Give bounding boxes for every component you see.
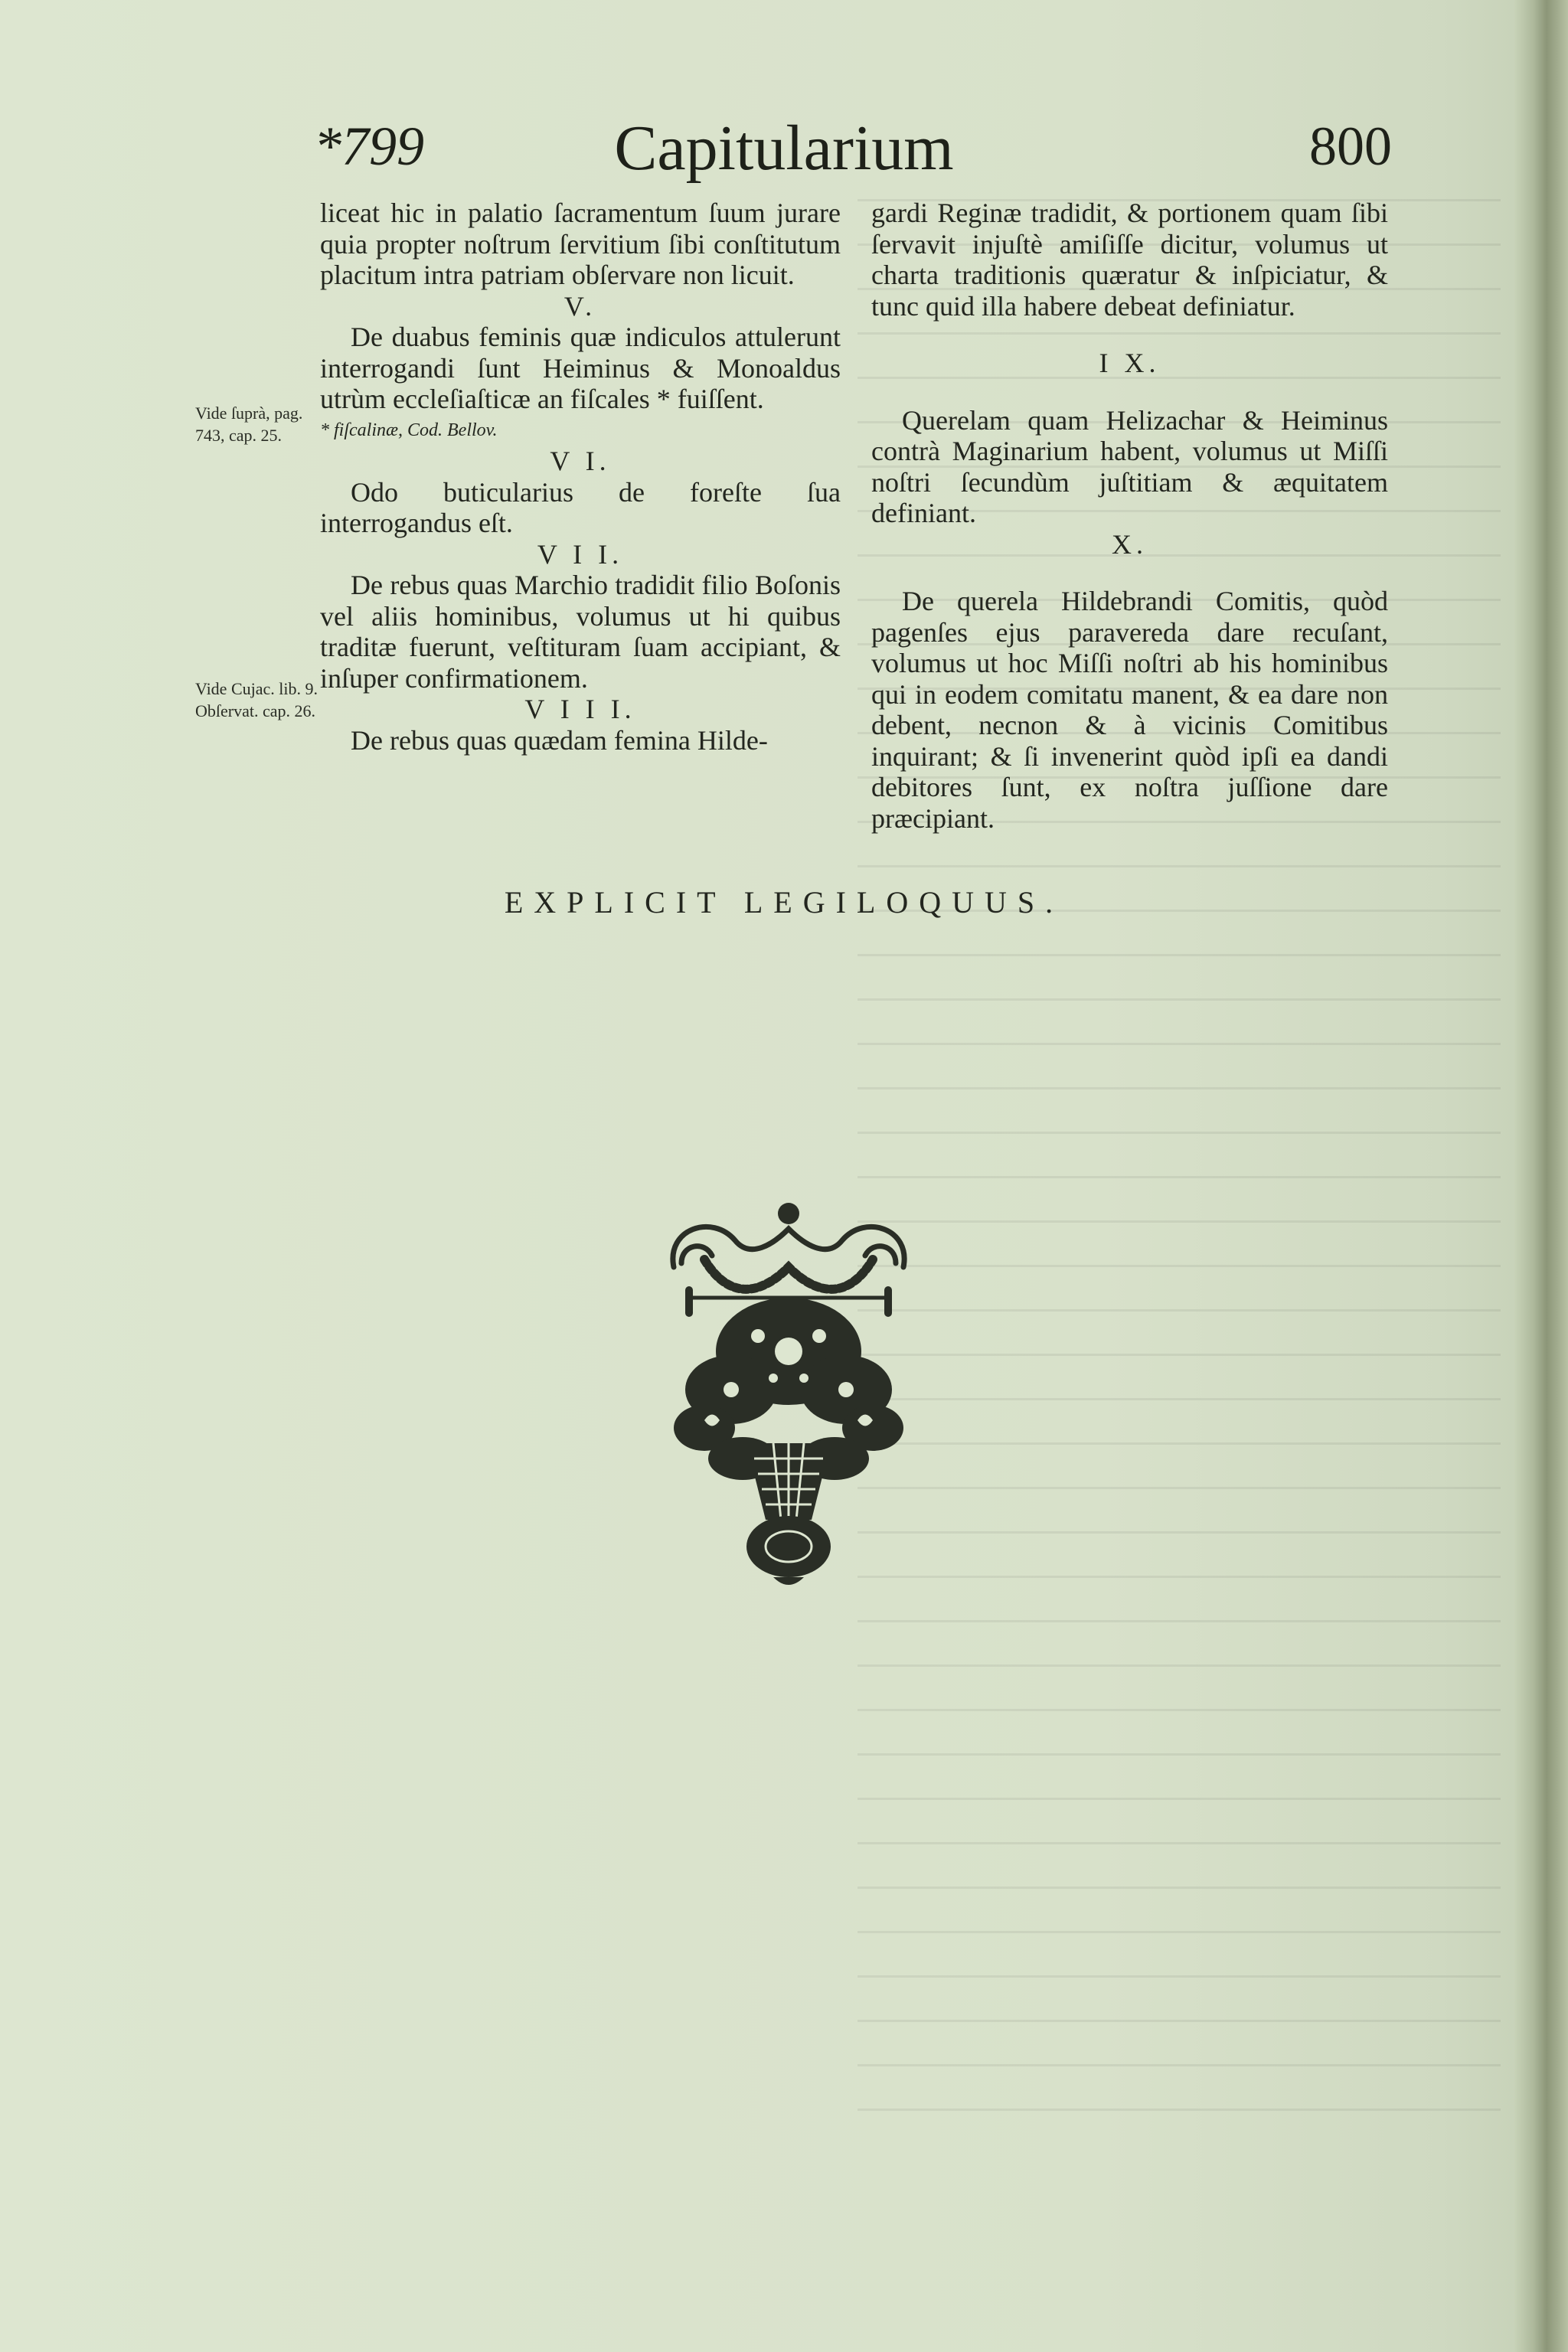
margin-note-vide-cujac: Vide Cujac. lib. 9. Obſervat. cap. 26. [195, 679, 318, 720]
left-column [320, 198, 841, 756]
right-column [871, 198, 1388, 834]
paragraph-iv-end: liceat hic in palatio ſacramentum ſuum jurare quia propter noſtrum ſervitium ſibi conſtitutum placitum intra patriam obſervare non licuit. [320, 198, 841, 290]
section-heading-x: X. [1112, 528, 1148, 560]
paragraph-x: De querela Hildebrandi Comitis, quòd pagenſes ejus paravereda dare recuſant, volumus ut hoc Miſſi noſtri ab his hominibus qui in eodem comitatu manent, & ea dare non debent, necnon & à vicinis Comitibus inquirant; & ſi invenerint quòd ipſi ea dandi debitores ſunt, ex noſtra juſſione dare præcipiant. [871, 586, 1388, 834]
margin-note-vide-supra: Vide ſuprà, pag. 743, cap. 25. [195, 403, 303, 445]
footnote: * fiſcalinæ, Cod. Bellov. [320, 420, 498, 440]
paragraph-ix: Querelam quam Helizachar & Heiminus contrà Maginarium habent, volumus ut Miſſi noſtri ſecundùm juſtitiam & æquitatem definiant. [871, 404, 1388, 528]
section-heading-vi: V I. [550, 446, 611, 476]
section-heading-ix: I X. [1099, 348, 1161, 378]
paragraph-viii-end: gardi Reginæ tradidit, & portionem quam ſibi ſervavit injuſtè amiſiſſe dicitur, volumus ut charta traditionis quæratur & inſpiciatur, & tunc quid illa habere debeat definiatur. [871, 198, 1388, 322]
section-heading-vii: V I I. [537, 538, 624, 570]
paragraph-vi: Odo buticularius de foreſte ſua interrogandus eſt. [320, 476, 841, 538]
paragraph-viii-start: De rebus quas quædam femina Hilde- [351, 724, 768, 756]
section-heading-v: V. [564, 290, 597, 322]
running-title: Capitularium [614, 113, 954, 184]
explicit-line: EXPLICIT LEGILOQUUS. [504, 885, 1064, 920]
paragraph-vii: De rebus quas Marchio tradidit filio Boſonis vel aliis hominibus, volumus ut hi quibus traditæ fuerunt, veſtituram ſuam accipiant, & inſuper confirmationem. [320, 570, 841, 694]
floral-basket-ornament-icon [658, 1198, 919, 1589]
section-heading-viii: V I I I. [524, 694, 636, 724]
page-number-right: 800 [1309, 116, 1392, 177]
page-number-left: *799 [314, 116, 424, 177]
book-binding-edge [1514, 0, 1568, 2352]
paragraph-v: De duabus feminis quæ indiculos attulerunt interrogandi ſunt Heiminus & Monoaldus utrùm eccleſiaſticæ an fiſcales * fuiſſent. [320, 322, 841, 414]
